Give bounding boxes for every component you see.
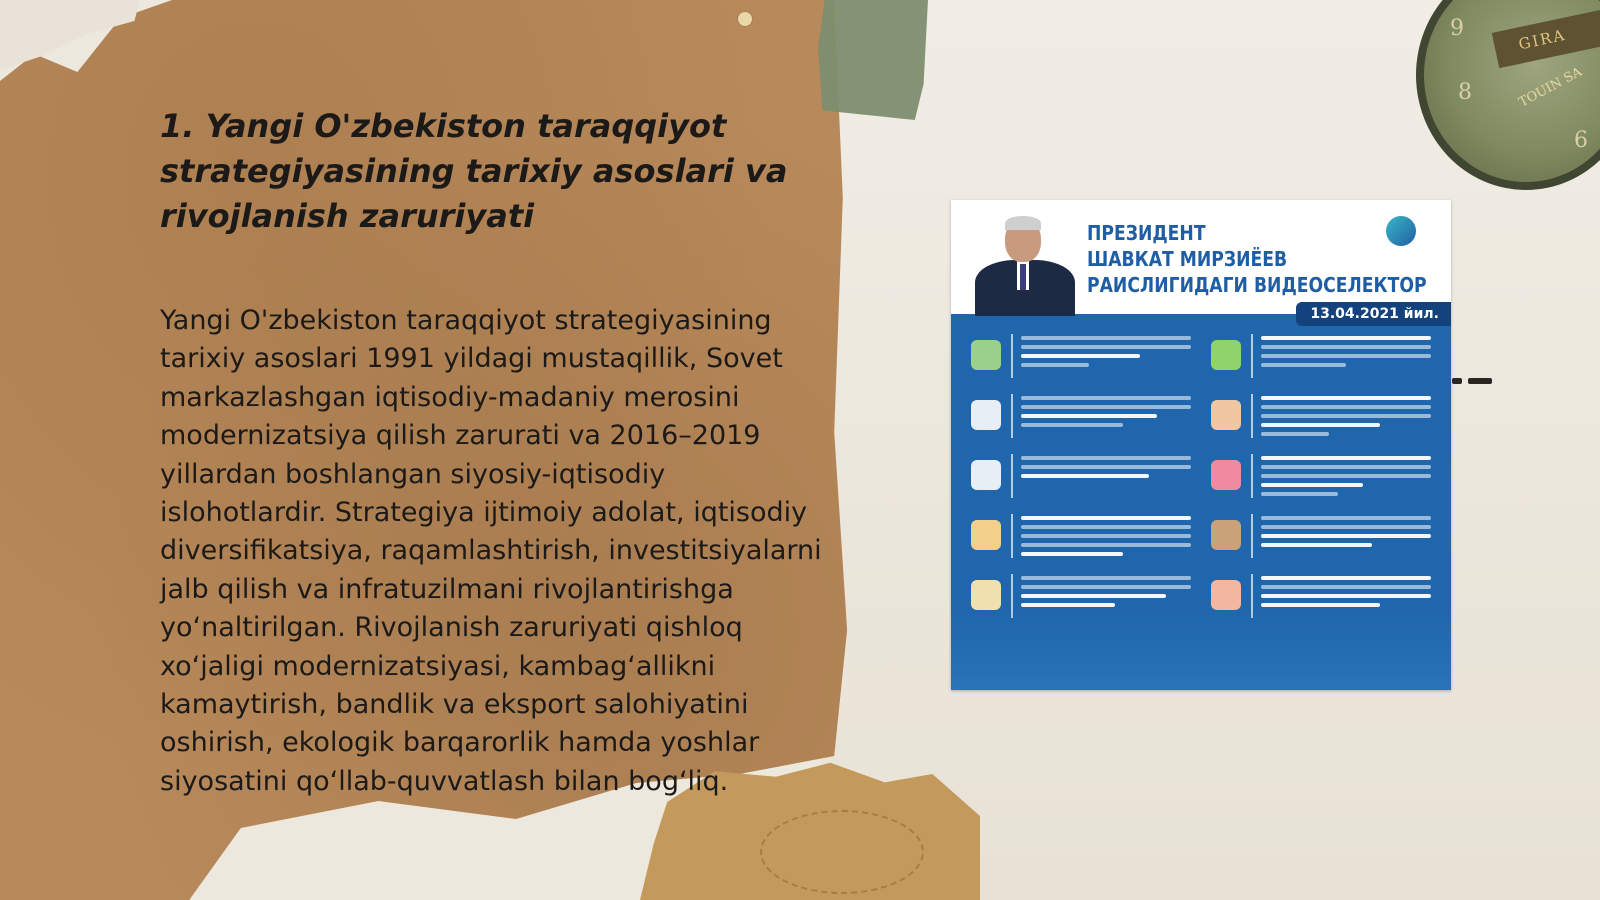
clock-number: 8	[1458, 80, 1472, 105]
clock-number: 9	[1450, 16, 1464, 41]
president-portrait	[971, 214, 1081, 314]
poster-title-line: РАИСЛИГИДАГИ ВИДЕОСЕЛЕКТОР	[1087, 273, 1427, 297]
clock-band	[1492, 4, 1600, 68]
calendar-icon	[971, 400, 1001, 430]
worker-icon	[1211, 520, 1241, 550]
slide-title: 1. Yangi O'zbekiston taraqqiyot strategiyasining tarixiy asoslari va rivojlanish zaruriyati	[160, 107, 788, 235]
poster-date: 13.04.2021 йил.	[1296, 302, 1451, 326]
poster-title-line: ПРЕЗИДЕНТ	[1087, 221, 1206, 245]
info-cell	[963, 390, 1195, 444]
clock-number: 6	[1574, 128, 1588, 153]
poster-title	[1087, 220, 1427, 298]
handshake-icon	[1211, 340, 1241, 370]
dash-marks	[1452, 378, 1494, 386]
info-cell	[963, 330, 1195, 384]
books-icon	[971, 520, 1001, 550]
logo-mark-icon	[1386, 216, 1416, 246]
ornament-pattern	[760, 810, 924, 894]
poster-city-silhouette	[951, 610, 1451, 690]
percent-house-icon	[971, 460, 1001, 490]
school-icon	[1211, 580, 1241, 610]
info-cell	[963, 450, 1195, 504]
info-cell	[963, 510, 1195, 564]
green-tape-strip	[818, 0, 928, 120]
pin-dot	[738, 12, 752, 26]
poster-title-line: ШАВКАТ МИРЗИЁЕВ	[1087, 247, 1288, 271]
person-icon	[1211, 400, 1241, 430]
info-cell	[1203, 330, 1435, 384]
strategy-logo	[1369, 216, 1433, 264]
info-cell	[1203, 510, 1435, 564]
info-cell	[1203, 450, 1435, 504]
clock-band-text: GIRA	[1516, 25, 1568, 54]
infographic-poster	[951, 200, 1451, 690]
poster-info-grid	[963, 330, 1439, 630]
poster-header	[951, 200, 1451, 314]
passport-icon	[1211, 460, 1241, 490]
info-cell	[1203, 390, 1435, 444]
slide-body-text: Yangi O'zbekiston taraqqiyot strategiyasining tarixiy asoslari 1991 yildagi mustaqillik, Sovet markazlashgan iqtisodiy-madaniy merosini modernizatsiya qilish zarurati va 2016–2019 yillardan boshlangan siyosiy-iqtisodiy islohotlardir. Strategiya ijtimoiy adolat, iqtisodiy diversifikatsiya, raqamlashtirish, investitsiyalarni jalb qilish va infratuzilmani rivojlantirishga yo‘naltirilgan. Rivojlanish zaruriyati qishloq xo‘jaligi modernizatsiyasi, kambag‘allikni kamaytirish, bandlik va eksport salohiyatini oshirish, ekologik barqarorlik hamda yoshlar siyosatini qo‘llab-quvvatlash bilan bog‘liq.	[160, 305, 822, 797]
document-icon	[971, 580, 1001, 610]
money-hand-icon	[971, 340, 1001, 370]
clock-arc-text: TOUIN SA	[1516, 64, 1585, 111]
